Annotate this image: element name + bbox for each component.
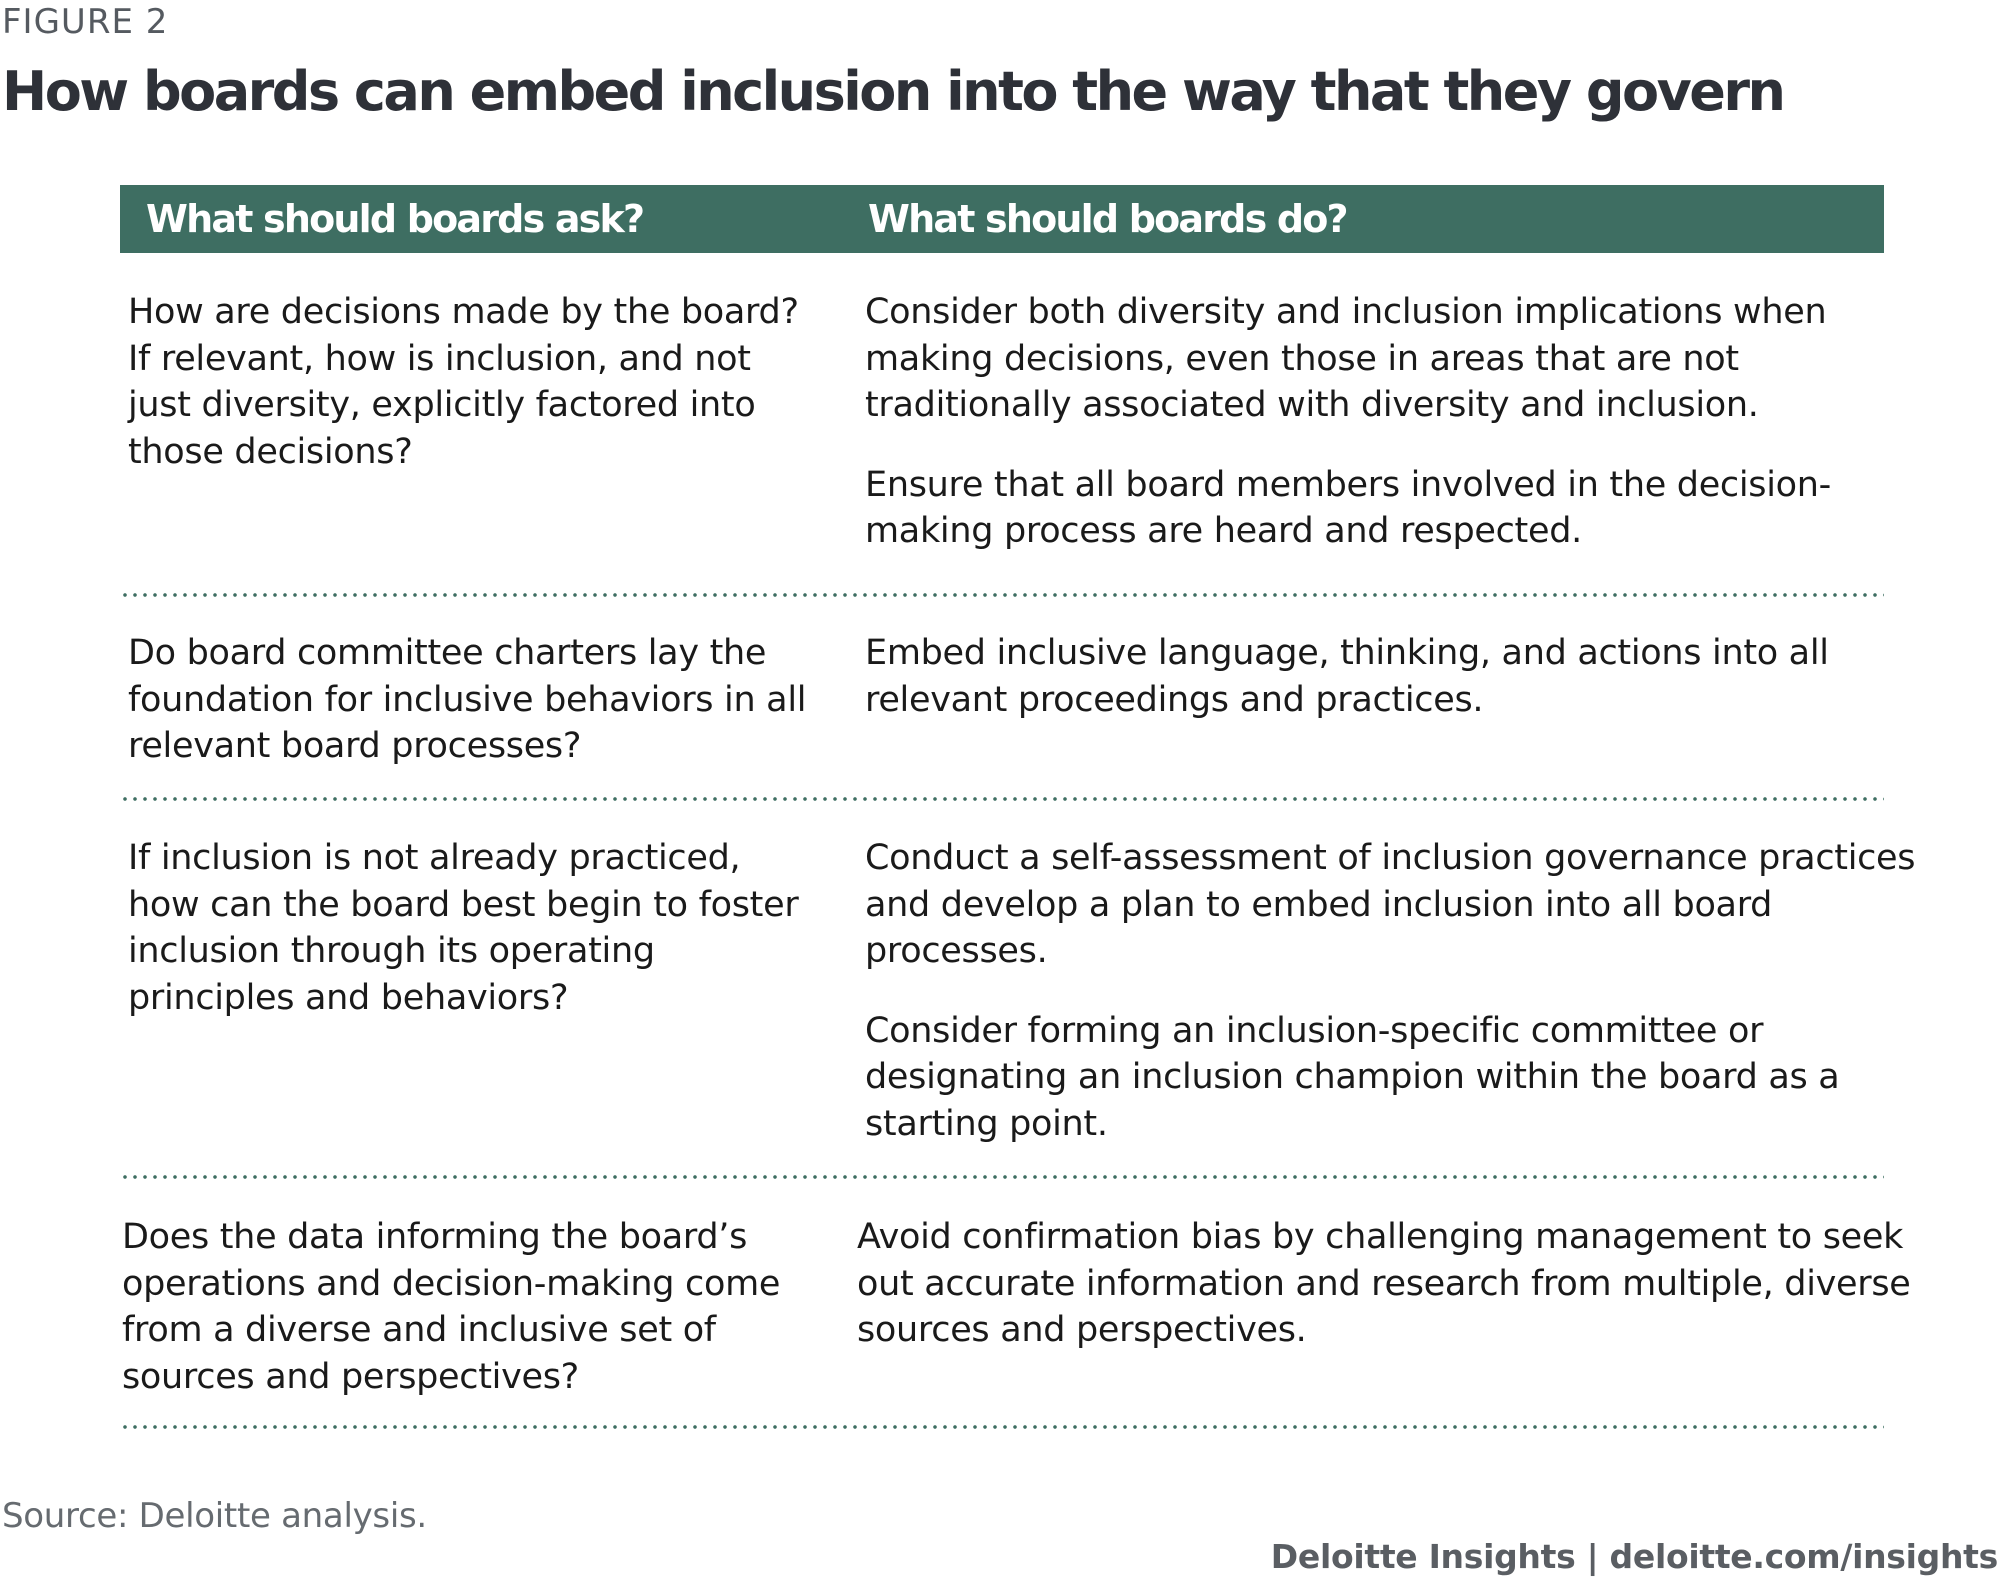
do-item: Avoid confirmation bias by challenging management to seek out accurate information and research from multiple, diverse sources and perspectives. [857, 1217, 1911, 1350]
row-divider [120, 1175, 1884, 1179]
do-cell [865, 835, 1925, 1147]
ask-cell: How are decisions made by the board? If relevant, how is inclusion, and not just diversity, explicitly factored into those decisions? [128, 292, 799, 472]
row-divider [120, 593, 1884, 597]
guidance-table [120, 185, 1916, 1397]
ask-cell: Do board committee charters lay the foundation for inclusive behaviors in all relevant board processes? [128, 633, 807, 766]
figure-title: How boards can embed inclusion into the way that they govern [2, 60, 1784, 123]
do-item: Conduct a self-assessment of inclusion governance practices and develop a plan to embed inclusion into all board processes. [865, 838, 1916, 971]
row-divider [120, 797, 1884, 801]
header-ask: What should boards ask? [146, 197, 644, 241]
ask-cell: If inclusion is not already practiced, how can the board best begin to foster inclusion through its operating principles and behaviors? [128, 838, 799, 1018]
source-note: Source: Deloitte analysis. [2, 1496, 427, 1536]
do-item: Consider both diversity and inclusion implications when making decisions, even those in areas that are not traditionally associated with diversity and inclusion. [865, 292, 1827, 425]
do-cell [857, 1214, 1917, 1354]
figure-label: FIGURE 2 [2, 2, 169, 42]
publisher-credit: Deloitte Insights | deloitte.com/insights [1270, 1537, 1998, 1576]
do-cell [865, 289, 1925, 555]
do-item: Consider forming an inclusion-specific committee or designating an inclusion champion within the board as a starting point. [865, 1010, 1840, 1144]
row-divider [120, 1425, 1884, 1429]
ask-cell: Does the data informing the board’s operations and decision-making come from a diverse and inclusive set of sources and perspectives? [122, 1217, 781, 1397]
table-header [120, 185, 1884, 253]
header-do: What should boards do? [868, 197, 1347, 241]
do-item: Ensure that all board members involved in the decision-making process are heard and respected. [865, 464, 1831, 551]
do-cell [865, 630, 1925, 723]
do-item: Embed inclusive language, thinking, and actions into all relevant proceedings and practices. [865, 633, 1829, 720]
